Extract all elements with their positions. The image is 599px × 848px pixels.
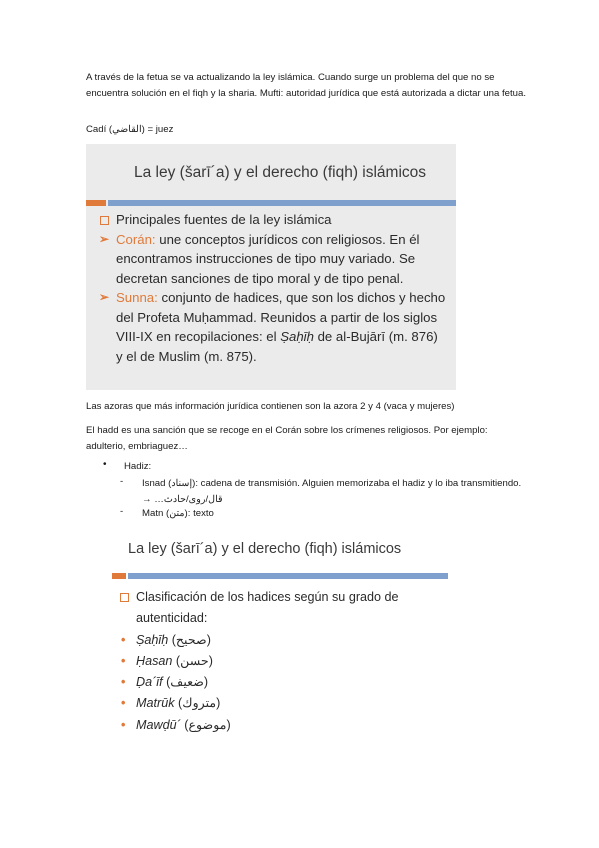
dot-bullet-icon: • [121,675,126,690]
grade-item: • Ḍa´īf (ضعيف) [118,672,454,693]
slide-title: La ley (šarī´a) y el derecho (fiqh) islámicos [128,541,402,557]
sub-item-matn: Matn (متن): texto [142,508,214,519]
slide-title-bar [128,573,448,579]
paragraph-azoras: Las azoras que más información jurídica contienen son la azora 2 y 4 (vaca y mujeres) [86,401,455,412]
grade-item: • Ṣaḥīḥ (صحيح) [118,630,454,651]
dash-icon: - [120,506,124,517]
paragraph-hadd: El hadd es una sanción que se recoge en el Corán sobre los crímenes religiosos. Por ejemplo: adulterio, embriaguez… [86,425,488,453]
grade-item: • Ḥasan (حسن) [118,651,454,672]
slide-body [98,210,446,366]
paragraph-fetua: A través de la fetua se va actualizando la ley islámica. Cuando surge un problema del que no se encuentra solución en el fiqh y la sharia. Mufti: autoridad jurídica que está autorizada a dictar una fetua. [86,72,526,100]
slide-title: La ley (šarī´a) y el derecho (fiqh) islámicos [134,164,427,181]
slide-accent-bar [86,200,106,206]
paragraph-cadi: Cadí (القاضي) = juez [86,124,174,135]
dot-bullet-icon: • [121,696,126,711]
arrow-bullet-icon: ➢ [99,290,110,304]
slide-item-clasificacion: Clasificación de los hadices según su grado de autenticidad: [118,587,454,630]
dot-bullet-icon: • [121,717,126,732]
slide-body [118,587,454,736]
slide-item-sunna: ➢ Sunna: conjunto de hadices, que son los dichos y hecho del Profeta Muḥammad. Reunidos a partir de los siglos VIII-IX en recopilaciones: el Ṣaḥīḥ de al-Bujārī (m. 876) y el de Muslim (m. 875). [99,290,446,364]
slide-title-bar [108,200,456,206]
bullet-hadiz: Hadiz: [124,461,152,472]
grade-item: • Mawḍū´ (موضوع) [118,715,454,736]
dot-bullet-icon: • [121,632,126,647]
square-bullet-icon [120,593,129,602]
slide-image-fuentes [86,144,456,390]
slide-image-hadices [112,533,464,740]
grade-item: • Matrūk (متروك) [118,693,454,714]
sub-item-isnad: Isnad (إسناد): cadena de transmisión. Alguien memorizaba el hadiz y lo iba transmitiendo. → …قال/روى/حادث [142,478,522,506]
dot-bullet-icon: • [121,653,126,668]
square-bullet-icon [100,216,109,225]
arrow-bullet-icon: ➢ [99,231,110,246]
dash-icon: - [120,476,124,487]
slide-accent-bar [112,573,126,579]
slide-item-fuentes: Principales fuentes de la ley islámica [98,210,446,230]
bullet-icon: • [103,459,107,470]
slide-item-coran: ➢ Corán: une conceptos jurídicos con religiosos. En él encontramos instrucciones de tipo muy variado. Se decretan sanciones de tipo moral y de tipo penal. [99,231,420,286]
